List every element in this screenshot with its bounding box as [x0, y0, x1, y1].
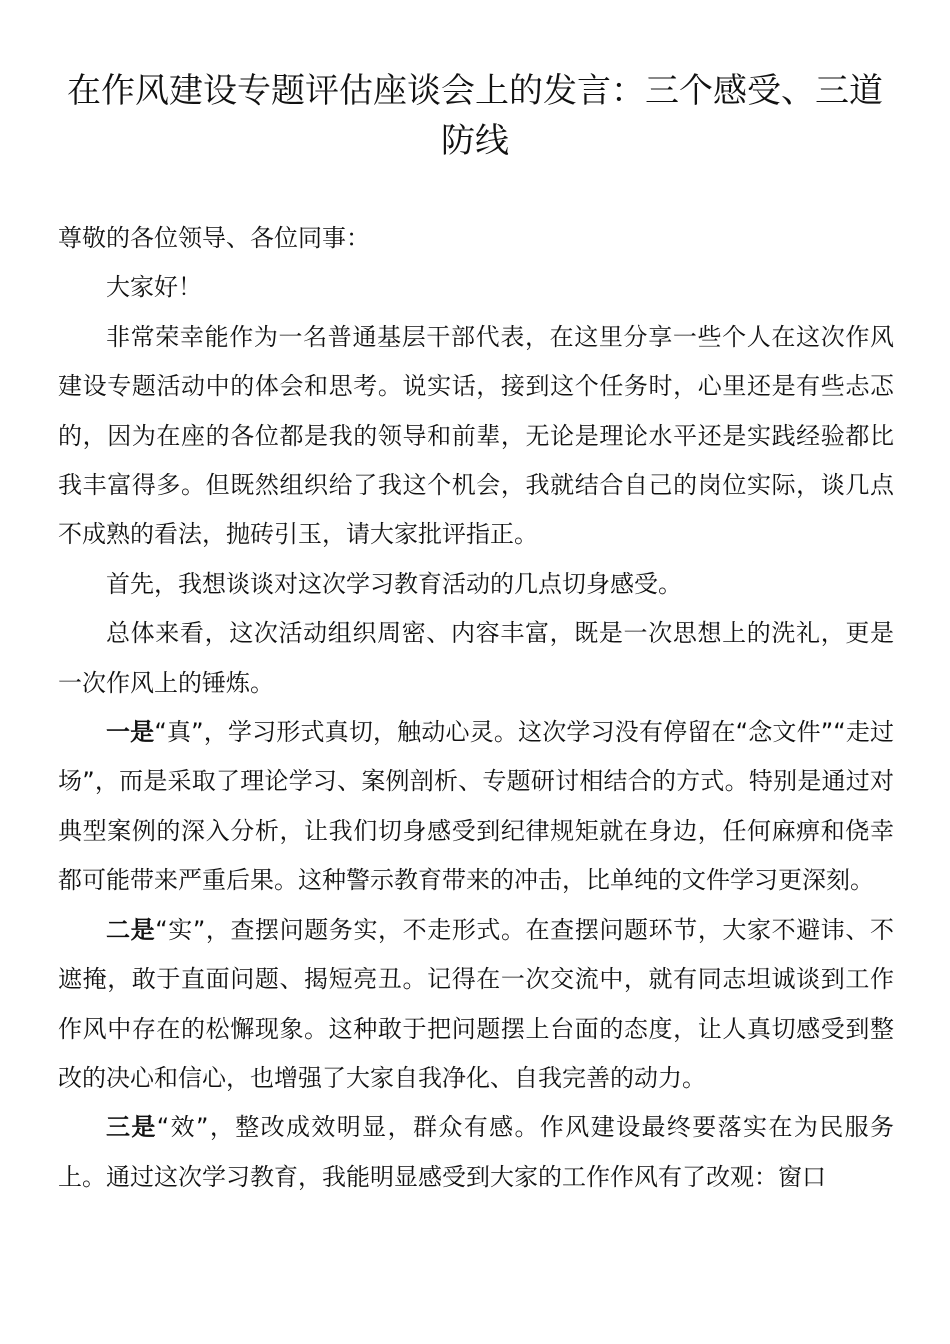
point-two-lead: 二是 [106, 915, 156, 944]
greeting: 大家好！ [106, 273, 202, 302]
point-two-text: “实”，查摆问题务实，不走形式。在查摆问题环节，大家不避讳、不遮掩，敢于直面问题、揭短亮丑。记得在一次交流中，就有同志坦诚谈到工作作风中存在的松懈现象。这种敢于把问题摆上台面的态度，让人真切感受到整改的决心和信心，也增强了大家自我净化、自我完善的动力。 [58, 915, 894, 1092]
point-three-lead: 三是 [106, 1113, 157, 1142]
document-body [58, 214, 894, 1202]
paragraph-point-one [58, 708, 894, 906]
document-title: 在作风建设专题评估座谈会上的发言：三个感受、三道防线 [67, 71, 883, 161]
paragraph-point-three [58, 1103, 894, 1202]
paragraph-overview: 总体来看，这次活动组织周密、内容丰富，既是一次思想上的洗礼，更是一次作风上的锤炼。 [58, 619, 894, 697]
salutation: 尊敬的各位领导、各位同事： [58, 224, 370, 252]
paragraph-point-two [58, 906, 894, 1104]
paragraph-intro: 非常荣幸能作为一名普通基层干部代表，在这里分享一些个人在这次作风建设专题活动中的体会和思考。说实话，接到这个任务时，心里还是有些忐忑的，因为在座的各位都是我的领导和前辈，无论是理论水平还是实践经验都比我丰富得多。但既然组织给了我这个机会，我就结合自己的岗位实际，谈几点不成熟的看法，抛砖引玉，请大家批评指正。 [58, 322, 894, 549]
paragraph-feelings-heading: 首先，我想谈谈对这次学习教育活动的几点切身感受。 [106, 569, 682, 598]
point-three-text: “效”，整改成效明显，群众有感。作风建设最终要落实在为民服务上。通过这次学习教育，我能明显感受到大家的工作作风有了改观：窗口 [58, 1113, 895, 1191]
point-one-lead: 一是 [106, 718, 155, 747]
point-one-text: “真”，学习形式真切，触动心灵。这次学习没有停留在“念文件”“走过场”，而是采取了理论学习、案例剖析、专题研讨相结合的方式。特别是通过对典型案例的深入分析，让我们切身感受到纪律规矩就在身边，任何麻痹和侥幸都可能带来严重后果。这种警示教育带来的冲击，比单纯的文件学习更深刻。 [58, 718, 895, 895]
